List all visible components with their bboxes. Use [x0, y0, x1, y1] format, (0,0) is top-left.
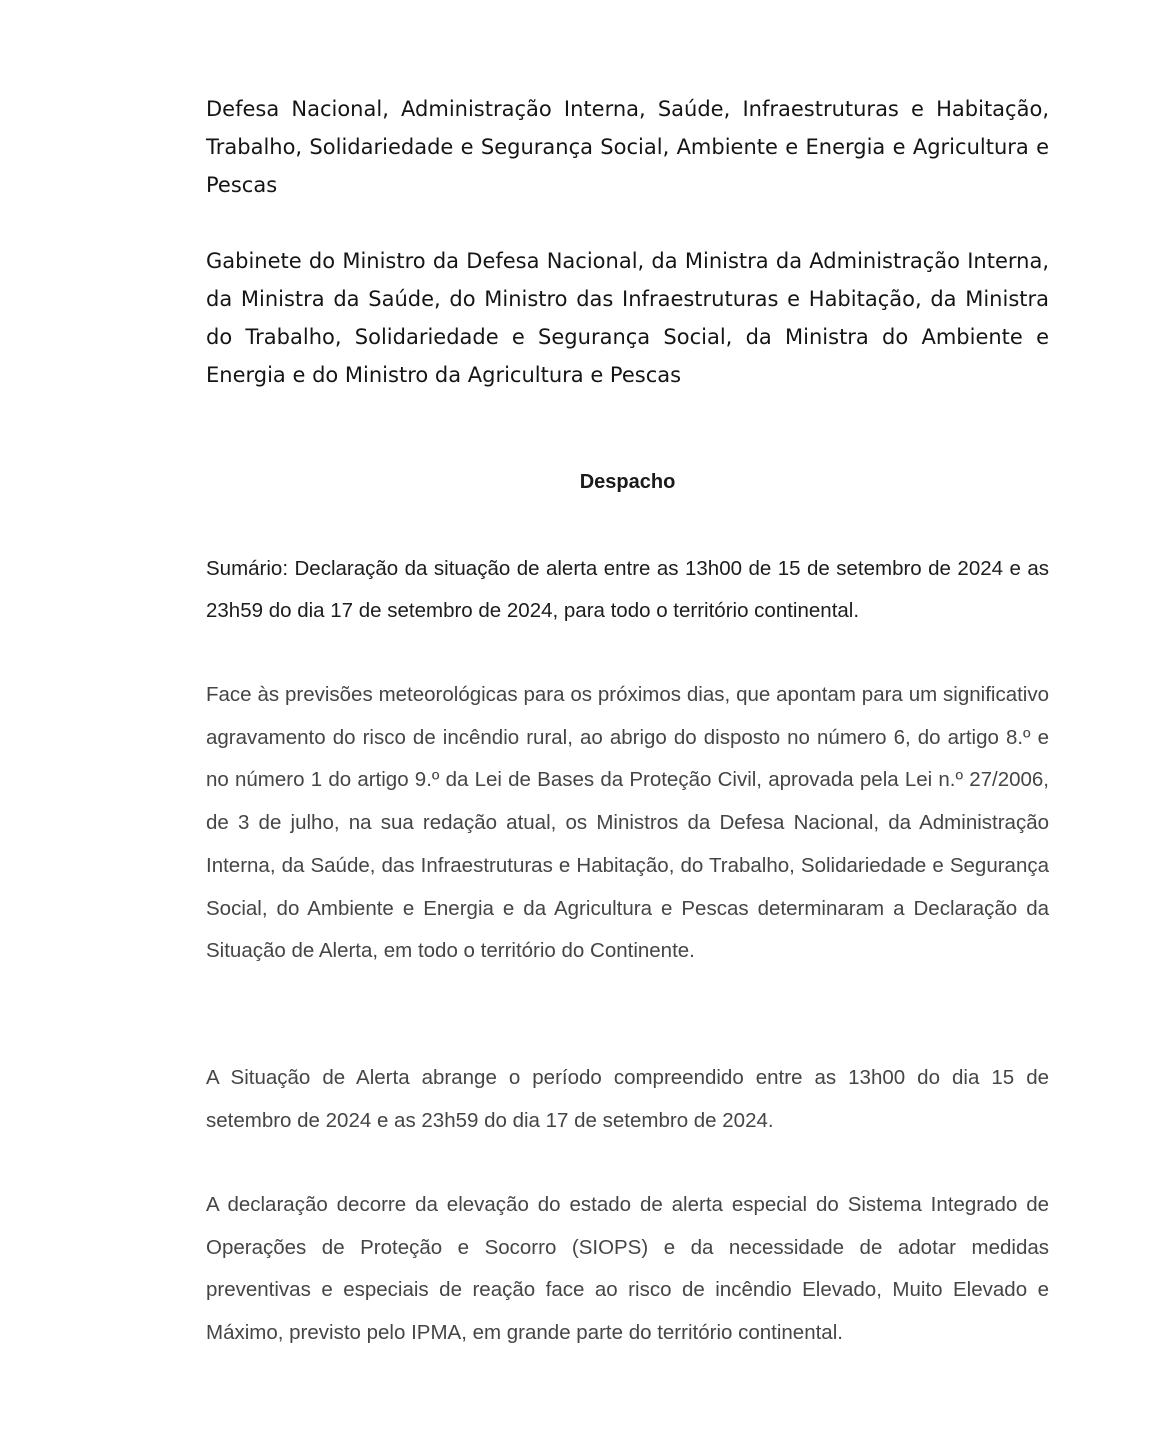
- cabinet-heading: Gabinete do Ministro da Defesa Nacional, da Ministra da Administração Interna, da Ministra da Saúde, do Ministro das Infraestruturas e Habitação, da Ministra do Trabalho, Solidariedade e Segurança Social, da Ministra do Ambiente e Energia e do Ministro da Agricultura e Pescas: [206, 249, 1049, 387]
- body-paragraph-1: Face às previsões meteorológicas para os próximos dias, que apontam para um significativo agravamento do risco de incêndio rural, ao abrigo do disposto no número 6, do artigo 8.º e no número 1 do artigo 9.º da Lei de Bases da Proteção Civil, aprovada pela Lei n.º 27/2006, de 3 de julho, na sua redação atual, os Ministros da Defesa Nacional, da Administração Interna, da Saúde, das Infraestruturas e Habitação, do Trabalho, Solidariedade e Segurança Social, do Ambiente e Energia e da Agricultura e Pescas determinaram a Declaração da Situação de Alerta, em todo o território do Continente.: [206, 683, 1049, 963]
- summary-paragraph: Sumário: Declaração da situação de alerta entre as 13h00 de 15 de setembro de 2024 e as 23h59 do dia 17 de setembro de 2024, para todo o território continental.: [206, 557, 1049, 622]
- document-title: Despacho: [579, 471, 676, 493]
- ministries-heading: Defesa Nacional, Administração Interna, Saúde, Infraestruturas e Habitação, Trabalho, Solidariedade e Segurança Social, Ambiente e Energia e Agricultura e Pescas: [206, 97, 1049, 197]
- body-paragraph-2: A Situação de Alerta abrange o período compreendido entre as 13h00 do dia 15 de setembro de 2024 e as 23h59 do dia 17 de setembro de 2024.: [206, 1066, 1049, 1132]
- body-paragraph-3: A declaração decorre da elevação do estado de alerta especial do Sistema Integrado de Operações de Proteção e Socorro (SIOPS) e da necessidade de adotar medidas preventivas e especiais de reação face ao risco de incêndio Elevado, Muito Elevado e Máximo, previsto pelo IPMA, em grande parte do território continental.: [206, 1193, 1049, 1345]
